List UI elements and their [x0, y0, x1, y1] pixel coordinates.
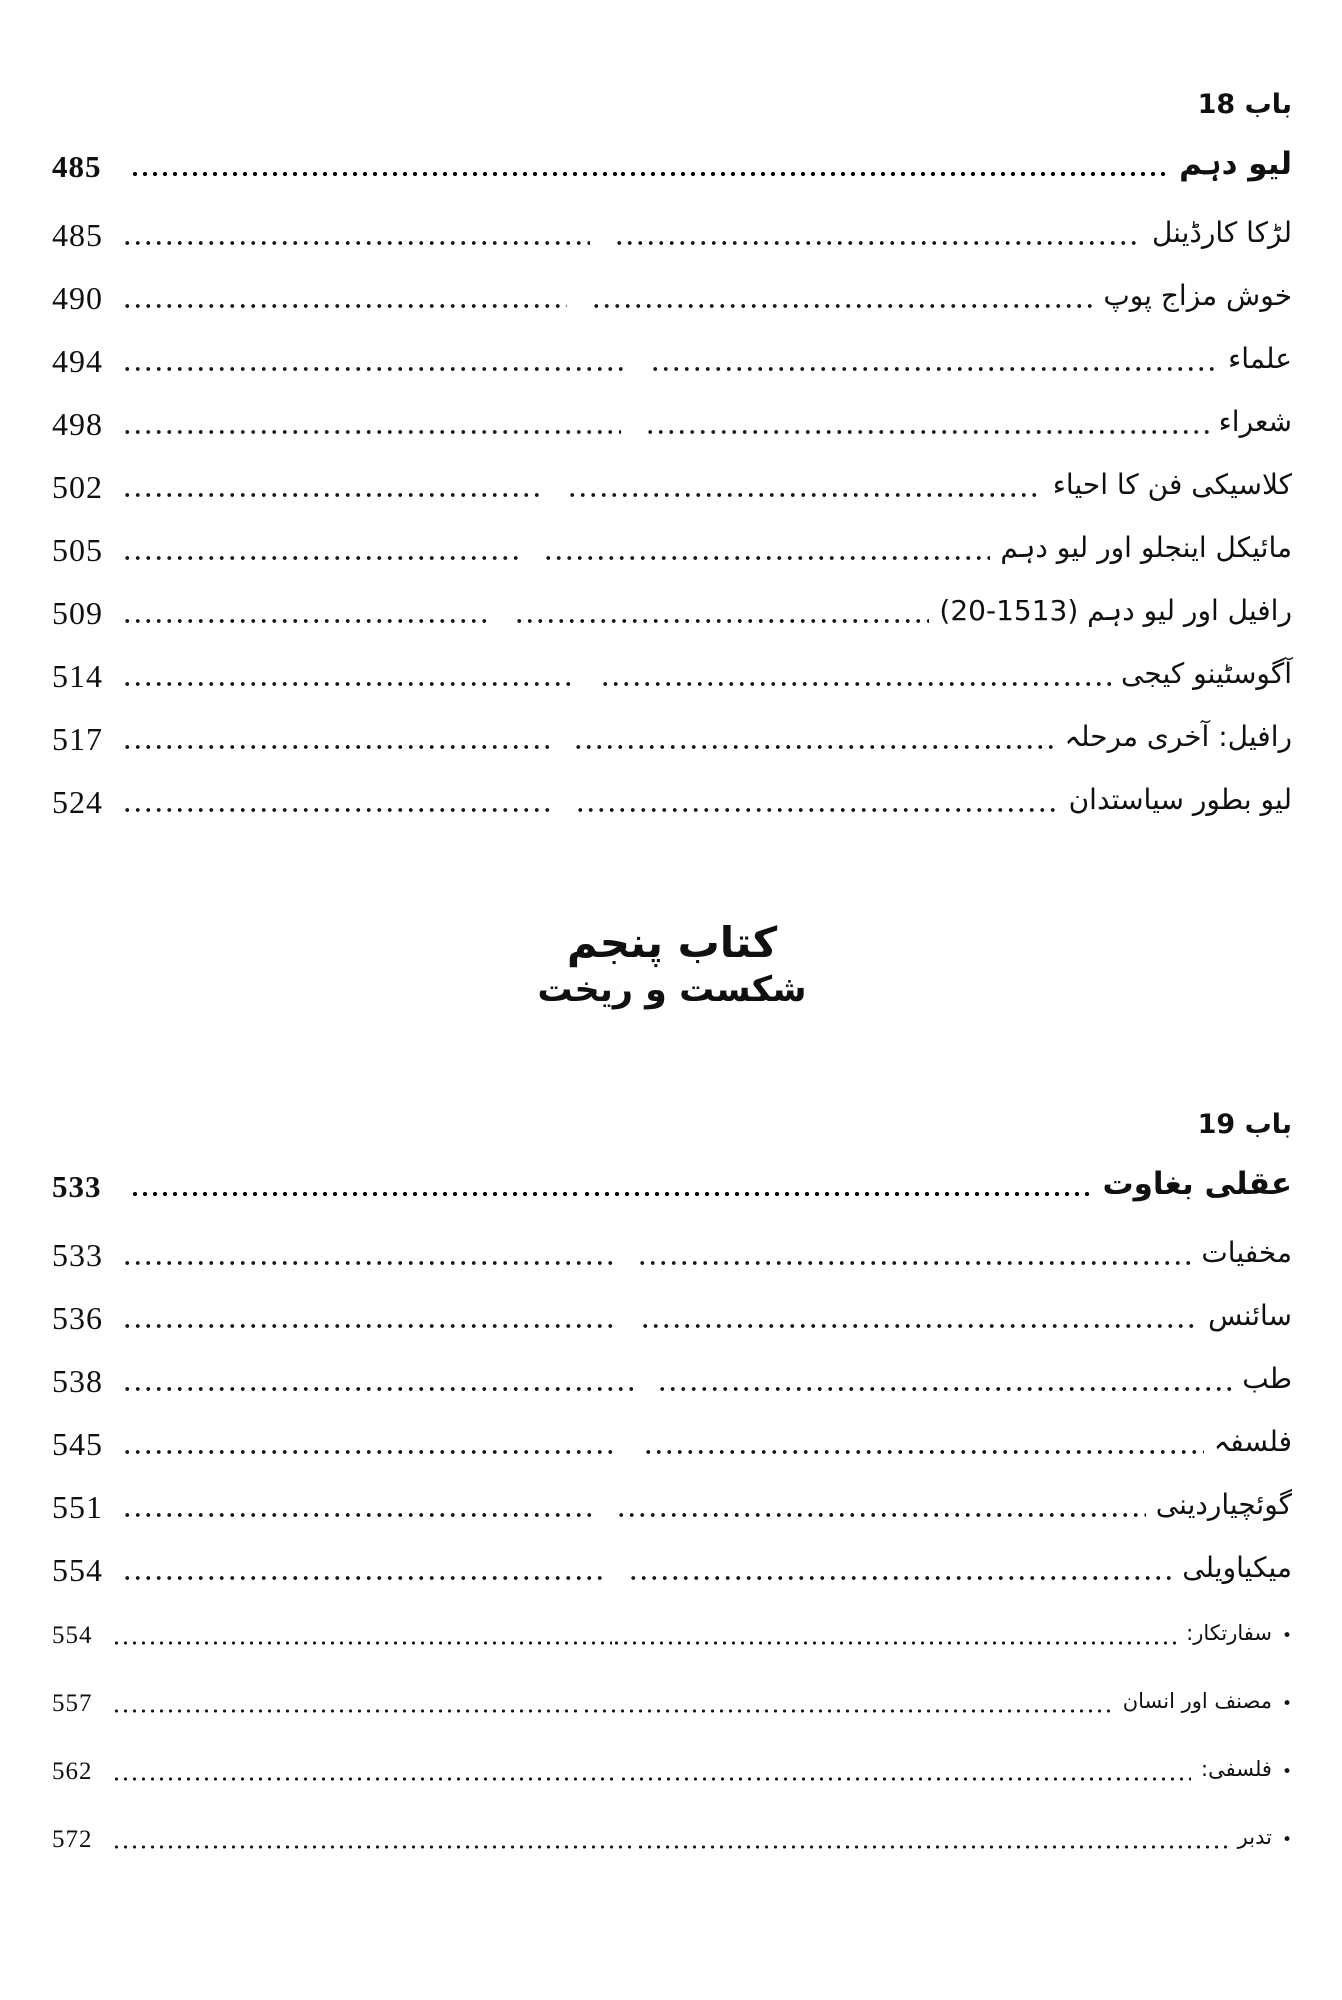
toc-row: [52, 1738, 1292, 1806]
dotted-leader: [122, 1257, 1191, 1269]
chapter-19-header: باب 19: [1197, 1109, 1292, 1140]
dotted-leader: [122, 741, 1055, 753]
toc-row: [52, 456, 1292, 519]
book-title-line2: شکست و ریخت: [537, 970, 807, 1011]
toc-row: [52, 1806, 1292, 1874]
toc-entry-title: رافیل: آخری مرحلہ: [1064, 720, 1292, 753]
dotted-leader: [122, 1446, 1204, 1458]
toc-entry-title: مخفیات: [1201, 1236, 1292, 1269]
page-number: 533: [52, 1237, 103, 1273]
toc-entry-title: [1201, 1757, 1292, 1781]
toc-entry-text: تدبر: [1237, 1825, 1272, 1849]
page-number: 551: [52, 1489, 103, 1525]
chapter-19-entries: [52, 1224, 1292, 1602]
bullet-icon: •: [1281, 1762, 1292, 1782]
toc-entry-text: فلسفی:: [1201, 1757, 1272, 1781]
page-number: 554: [52, 1622, 93, 1649]
toc-row: [52, 582, 1292, 645]
page-number: 502: [52, 469, 103, 505]
toc-row: [52, 1413, 1292, 1476]
dotted-leader: [122, 1509, 1146, 1521]
page-number: 490: [52, 280, 103, 316]
page-number: 554: [52, 1552, 103, 1588]
page-number: 524: [52, 784, 103, 820]
dotted-leader: [122, 1383, 1232, 1395]
toc-entry-title: طب: [1242, 1362, 1292, 1395]
dotted-leader: [130, 1188, 1093, 1200]
toc-row: [52, 1224, 1292, 1287]
dotted-leader: [122, 237, 1142, 249]
toc-entry-text: سفارتکار:: [1186, 1621, 1272, 1645]
dotted-leader: [112, 1637, 1176, 1649]
chapter-18-section: [52, 84, 1292, 834]
bullet-icon: •: [1281, 1830, 1292, 1850]
book-title-line1: کتاب پنجم: [566, 918, 778, 967]
toc-entry-title: مائیکل اینجلو اور لیو دہم: [1000, 531, 1292, 564]
page-number: 538: [52, 1363, 103, 1399]
dotted-leader: [122, 678, 1111, 690]
bullet-icon: •: [1281, 1626, 1292, 1646]
chapter-18-header: باب 18: [1197, 89, 1292, 120]
page-number: 557: [52, 1690, 93, 1717]
dotted-leader: [122, 552, 990, 564]
page-number: 505: [52, 532, 103, 568]
toc-row: [52, 1670, 1292, 1738]
toc-entry-title: سائنس: [1208, 1299, 1292, 1332]
page-number: 562: [52, 1758, 93, 1785]
toc-entry-title: [1238, 1825, 1292, 1849]
page-number: 485: [52, 217, 103, 253]
toc-row: [52, 1602, 1292, 1670]
toc-entry-title: فلسفہ: [1213, 1425, 1292, 1458]
page-number: 514: [52, 658, 103, 694]
toc-entry-title: میکیاویلی: [1182, 1551, 1292, 1584]
toc-row: [52, 267, 1292, 330]
toc-entry-title: آگوسٹینو کیجی: [1121, 657, 1292, 690]
dotted-leader: [112, 1705, 1113, 1717]
toc-entry-title: کلاسیکی فن کا احیاء: [1052, 468, 1292, 501]
dotted-leader: [122, 804, 1059, 816]
dotted-leader: [122, 1320, 1198, 1332]
toc-row: [52, 330, 1292, 393]
toc-row: [52, 393, 1292, 456]
chapter-19-section: [52, 1104, 1292, 1874]
dotted-leader: [122, 426, 1209, 438]
dotted-leader: [122, 489, 1043, 501]
toc-entry-text: مصنف اور انسان: [1122, 1689, 1272, 1713]
toc-row: [52, 1287, 1292, 1350]
page-number: 517: [52, 721, 103, 757]
dotted-leader: [122, 363, 1218, 375]
toc-row-chapter-18-main: [52, 130, 1292, 204]
chapter-18-entries: [52, 204, 1292, 834]
dotted-leader: [122, 615, 929, 627]
page-number: 533: [52, 1169, 102, 1204]
toc-entry-title: لڑکا کارڈینل: [1151, 216, 1292, 249]
book-title-block: [52, 918, 1292, 1042]
dotted-leader: [122, 1572, 1172, 1584]
page-number: 494: [52, 343, 103, 379]
dotted-leader: [112, 1841, 1228, 1853]
toc-row-chapter-19-main: [52, 1150, 1292, 1224]
page-number: 536: [52, 1300, 103, 1336]
toc-entry-title: گوئچیاردینی: [1155, 1488, 1292, 1521]
toc-entry-title: لیو بطور سیاستدان: [1068, 783, 1292, 816]
toc-row: [52, 1539, 1292, 1602]
toc-row: [52, 1350, 1292, 1413]
toc-row: [52, 519, 1292, 582]
toc-entry-title: [1123, 1689, 1292, 1713]
page-number: 498: [52, 406, 103, 442]
dotted-leader: [112, 1773, 1191, 1785]
toc-entry-title: [1186, 1621, 1292, 1645]
toc-row: [52, 204, 1292, 267]
toc-row: [52, 708, 1292, 771]
page-number: 545: [52, 1426, 103, 1462]
dotted-leader: [122, 300, 1093, 312]
page-number: 509: [52, 595, 103, 631]
dotted-leader: [130, 168, 1169, 180]
chapter-18-main-title: لیو دہم: [1179, 146, 1292, 182]
toc-entry-title: خوش مزاج پوپ: [1103, 279, 1292, 312]
toc-entry-title: علماء: [1228, 342, 1292, 375]
page-number: 485: [52, 149, 102, 184]
bullet-icon: •: [1281, 1694, 1292, 1714]
toc-row: [52, 645, 1292, 708]
toc-entry-title: شعراء: [1218, 405, 1292, 438]
toc-row: [52, 771, 1292, 834]
page-number: 572: [52, 1826, 93, 1853]
chapter-19-sub-entries: [52, 1602, 1292, 1874]
chapter-19-main-title: عقلی بغاوت: [1102, 1166, 1292, 1202]
toc-entry-title: رافیل اور لیو دہم (1513-20): [939, 594, 1292, 627]
toc-row: [52, 1476, 1292, 1539]
